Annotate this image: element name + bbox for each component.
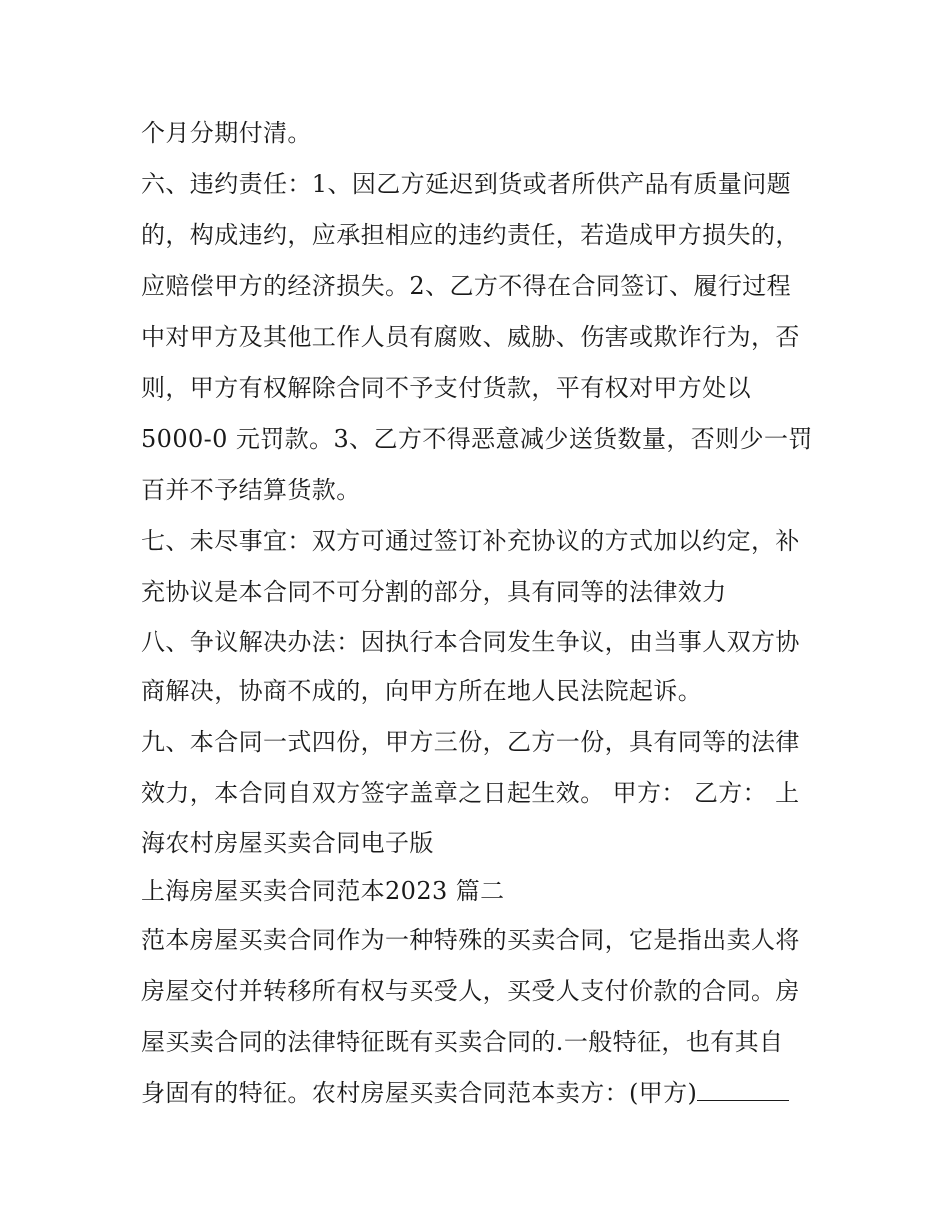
text-line: 5000-0 元罚款。3、乙方不得恶意减少送货数量，否则少一罚 <box>141 425 813 453</box>
text-line: 充协议是本合同不可分割的部分，具有同等的法律效力 <box>141 578 727 606</box>
section-heading: 上海房屋买卖合同范本2023 篇二 <box>141 877 505 905</box>
text-line: 商解决，协商不成的，向甲方所在地人民法院起诉。 <box>141 677 703 705</box>
fill-in-blank <box>697 1080 789 1101</box>
text-line: 七、未尽事宜：双方可通过签订补充协议的方式加以约定，补 <box>141 527 800 555</box>
text-line: 八、争议解决办法：因执行本合同发生争议，由当事人双方协 <box>141 628 800 656</box>
document-body <box>141 108 821 1119</box>
text-line-with-blank <box>141 1068 821 1119</box>
text-line: 效力，本合同自双方签字盖章之日起生效。 甲方： 乙方： 上 <box>141 779 800 807</box>
text-line: 屋买卖合同的法律特征既有买卖合同的.一般特征，也有其自 <box>141 1028 784 1056</box>
text-line: 范本房屋买卖合同作为一种特殊的买卖合同，它是指出卖人将 <box>141 926 800 954</box>
text-line: 百并不予结算货款。 <box>141 476 361 504</box>
text-line: 九、本合同一式四份，甲方三份，乙方一份，具有同等的法律 <box>141 728 800 756</box>
text-line: 中对甲方及其他工作人员有腐败、威胁、伤害或欺诈行为，否 <box>141 323 800 351</box>
text-line: 应赔偿甲方的经济损失。2、乙方不得在合同签订、履行过程 <box>141 272 792 300</box>
text-line: 的，构成违约，应承担相应的违约责任，若造成甲方损失的， <box>141 221 800 249</box>
text-line: 则，甲方有权解除合同不予支付货款，平有权对甲方处以 <box>141 374 751 402</box>
text-line: 个月分期付清。 <box>141 119 312 147</box>
text-line-content: 身固有的特征。农村房屋买卖合同范本卖方：(甲方) <box>141 1079 698 1107</box>
text-line: 六、违约责任：1、因乙方延迟到货或者所供产品有质量问题 <box>141 170 792 198</box>
text-line: 海农村房屋买卖合同电子版 <box>141 829 434 857</box>
text-line: 房屋交付并转移所有权与买受人，买受人支付价款的合同。房 <box>141 977 800 1005</box>
